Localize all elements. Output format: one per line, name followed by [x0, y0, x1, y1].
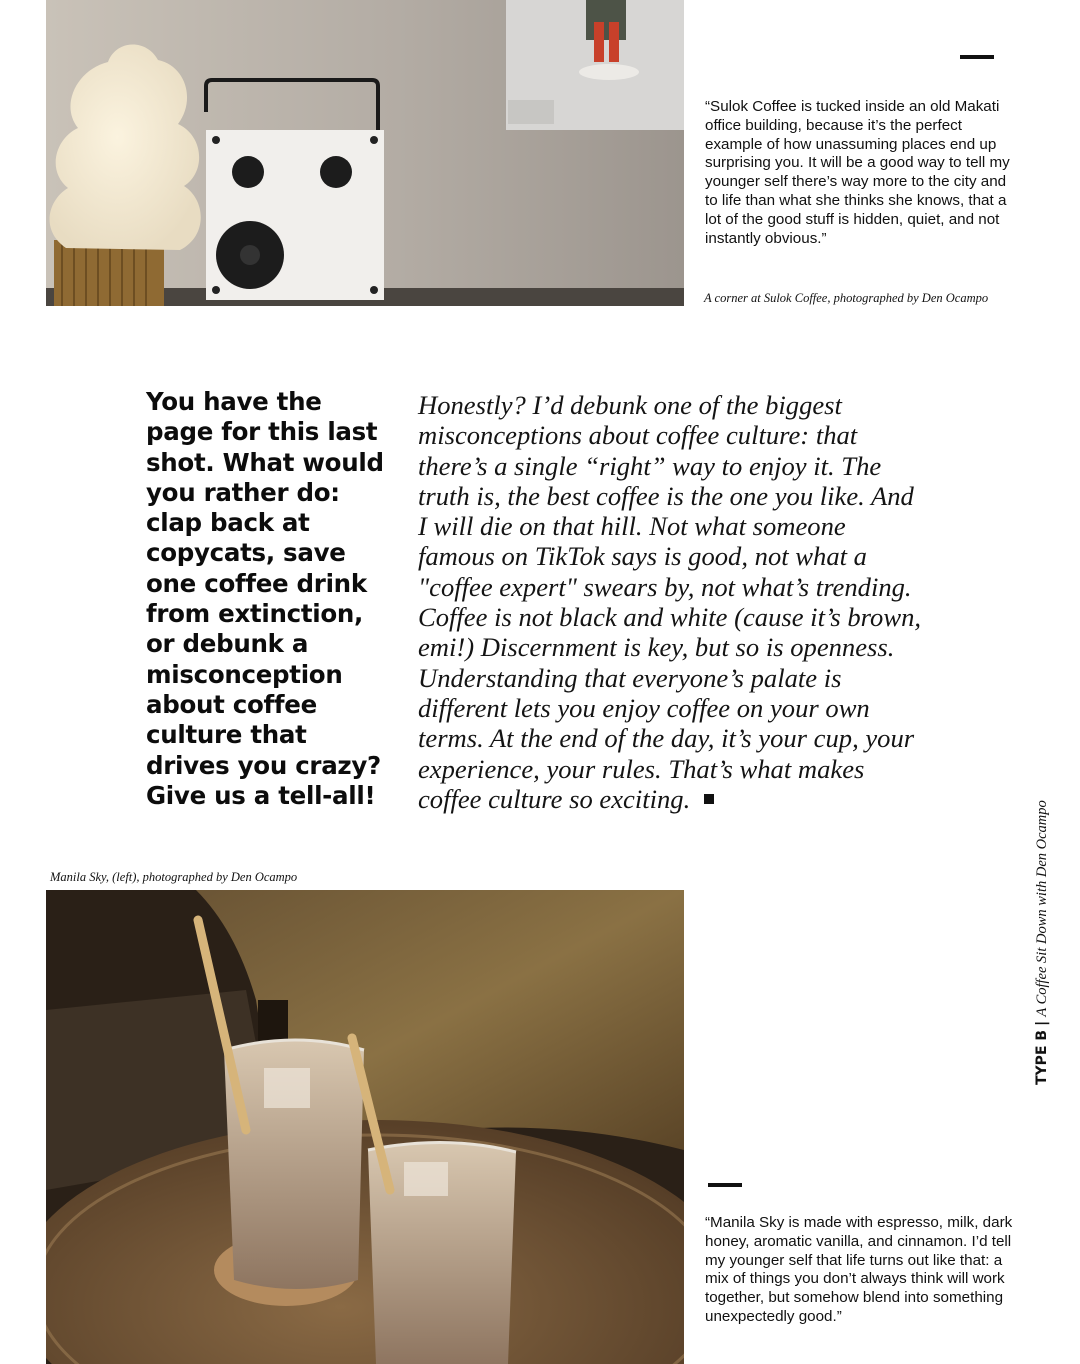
photo-caption-manila-sky: Manila Sky, (left), photographed by Den Ocampo [50, 870, 298, 884]
running-head [1034, 800, 1051, 1085]
running-head-separator: | [1034, 1020, 1050, 1026]
pull-quote-manila-sky: “Manila Sky is made with espresso, milk, dark honey, aromatic vanilla, and cinnamon. I’d tell my younger self that life turns out like that: a mix of things you don’t always think will work together, but somehow blend into something unexpectedly good.” [705, 1214, 1013, 1325]
interview-answer-text: Honestly? I’d debunk one of the biggest misconceptions about coffee culture: that there’s a single “right” way to enjoy it. The truth is, the best coffee is the one you like. And I will die on that hill. Not what someone famous on TikTok says is good, not what a "coffee expert" swears by, not what’s trending. Coffee is not black and white (cause it’s brown, emi!) Discernment is key, but so is openness. Understanding that everyone’s palate is different lets you enjoy coffee on your own terms. At the end of the day, it’s your cup, your experience, your rules. That’s what makes coffee culture so exciting. [418, 390, 922, 814]
running-head-title: A Coffee Sit Down with Den Ocampo [1034, 800, 1050, 1017]
photo-manila-sky [46, 890, 684, 1364]
pull-quote-sulok: “Sulok Coffee is tucked inside an old Makati office building, because it’s the perfect example of how unassuming places end up surprising you. It will be a good way to tell my younger self there’s way more to the city and to life than what she thinks she knows, that a lot of the good stuff is hidden, quiet, and not instantly obvious.” [705, 98, 1010, 247]
interview-question: You have the page for this last shot. What would you rather do: clap back at copycats, save one coffee drink from extinction, or debunk a misconception about coffee culture that drives you crazy? Give us a tell-all! [146, 387, 384, 810]
divider-dash [960, 55, 994, 59]
photo-caption-sulok: A corner at Sulok Coffee, photographed by Den Ocampo [704, 291, 989, 305]
running-head-section: TYPE B [1034, 1029, 1050, 1085]
interview-answer [418, 390, 928, 814]
end-mark [704, 794, 714, 804]
photo-sulok-corner [46, 0, 684, 306]
divider-dash [708, 1183, 742, 1187]
